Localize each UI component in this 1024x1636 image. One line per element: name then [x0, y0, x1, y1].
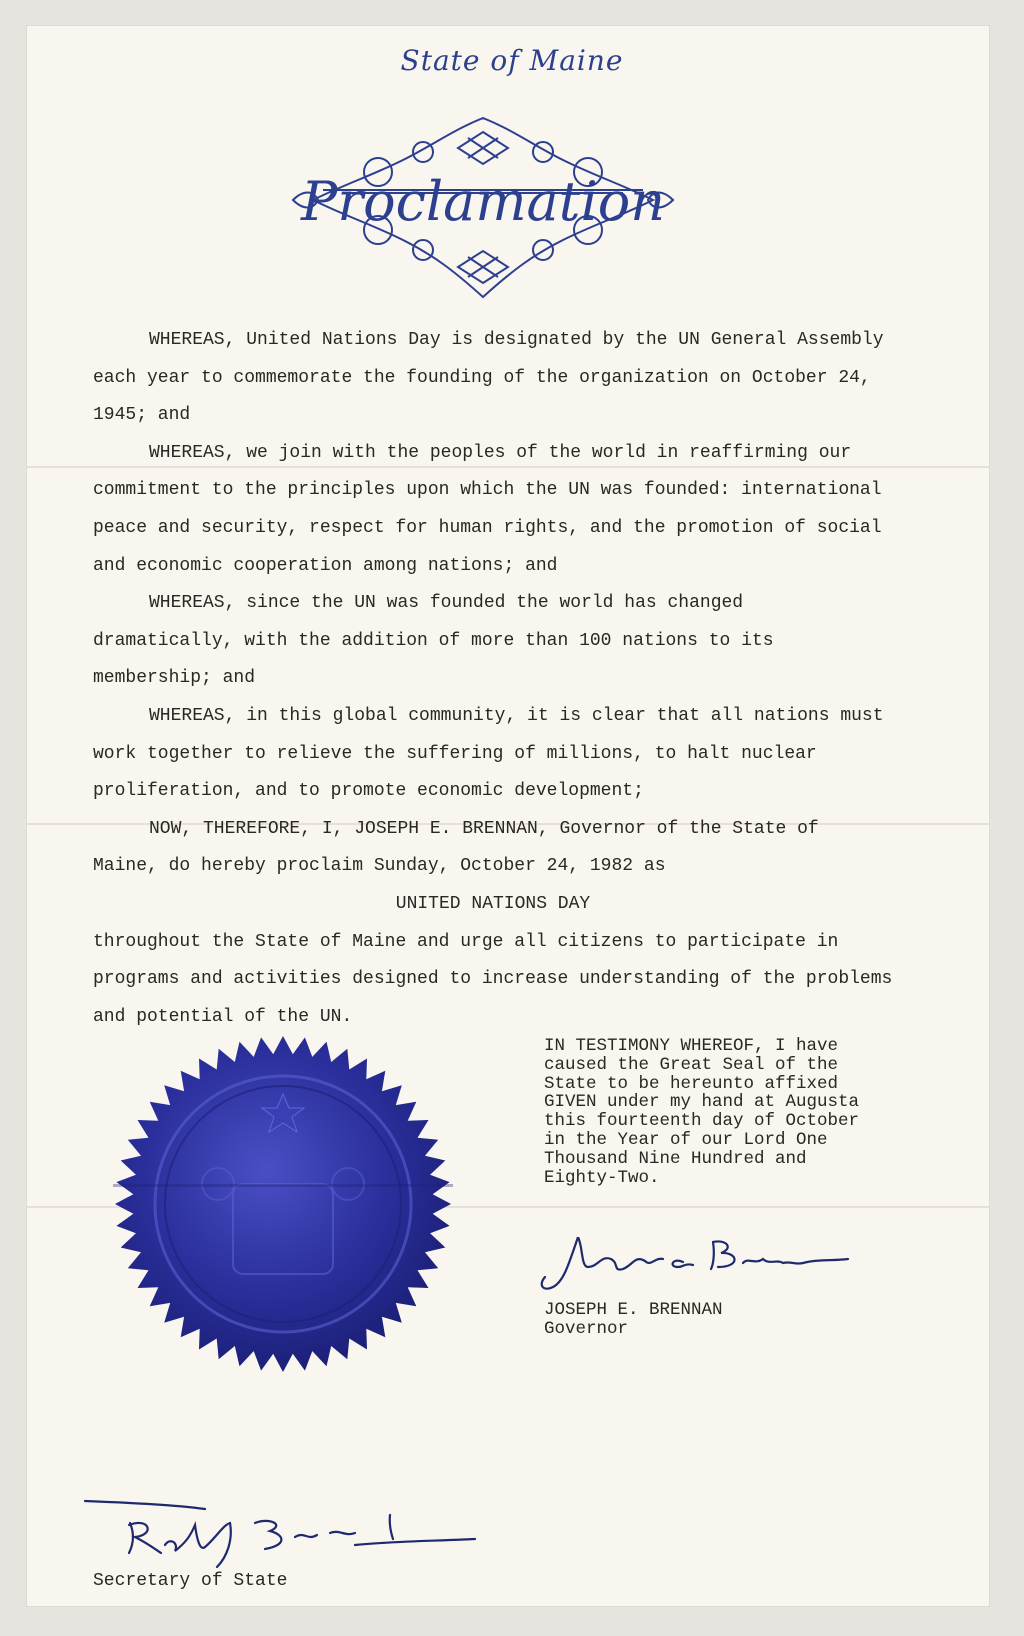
governor-name: JOSEPH E. BRENNAN	[544, 1300, 723, 1320]
testimony-line: State to be hereunto affixed	[544, 1073, 839, 1094]
secretary-title: Secretary of State	[93, 1571, 288, 1591]
testimony-line: Eighty-Two.	[544, 1167, 660, 1188]
testimony-line: in the Year of our Lord One	[544, 1129, 828, 1150]
proclamation-body	[93, 322, 893, 1036]
testimony-line: caused the Great Seal of the	[544, 1054, 839, 1075]
therefore-paragraph: NOW, THEREFORE, I, JOSEPH E. BRENNAN, Governor of the State of Maine, do hereby proclaim Sunday, October 24, 1982 as	[93, 818, 819, 877]
whereas-paragraph: WHEREAS, United Nations Day is designated by the UN General Assembly each year to commemorate the founding of the organization on October 24, 1945; and	[93, 330, 884, 426]
testimony-line: this fourteenth day of October	[544, 1111, 860, 1132]
testimony-line: GIVEN under my hand at Augusta	[544, 1092, 860, 1113]
state-of-maine-heading: State of Maine	[400, 44, 624, 77]
testimony-line: IN TESTIMONY WHEREOF, I have	[544, 1036, 839, 1056]
governor-title: Governor	[544, 1319, 629, 1339]
whereas-paragraph: WHEREAS, we join with the peoples of the world in reaffirming our commitment to the principles upon which the UN was founded: international peace and security, respect for human rights, and the promotion of social and economic cooperation among nations; and	[93, 442, 882, 576]
proclaimed-day: UNITED NATIONS DAY	[395, 893, 591, 914]
closing-paragraph: throughout the State of Maine and urge all citizens to participate in programs and activities designed to increase understanding of the problems and potential of the UN.	[93, 931, 893, 1027]
whereas-paragraph: WHEREAS, in this global community, it is clear that all nations must work together to relieve the suffering of millions, to halt nuclear proliferation, and to promote economic development;	[93, 705, 884, 802]
testimony-block	[544, 1037, 884, 1187]
great-seal-of-maine	[113, 1034, 453, 1374]
whereas-paragraph: WHEREAS, since the UN was founded the world has changed dramatically, with the addition of more than 100 nations to its membership; and	[93, 593, 774, 689]
proclamation-title: Proclamation	[300, 170, 666, 233]
testimony-line: Thousand Nine Hundred and	[544, 1148, 807, 1169]
